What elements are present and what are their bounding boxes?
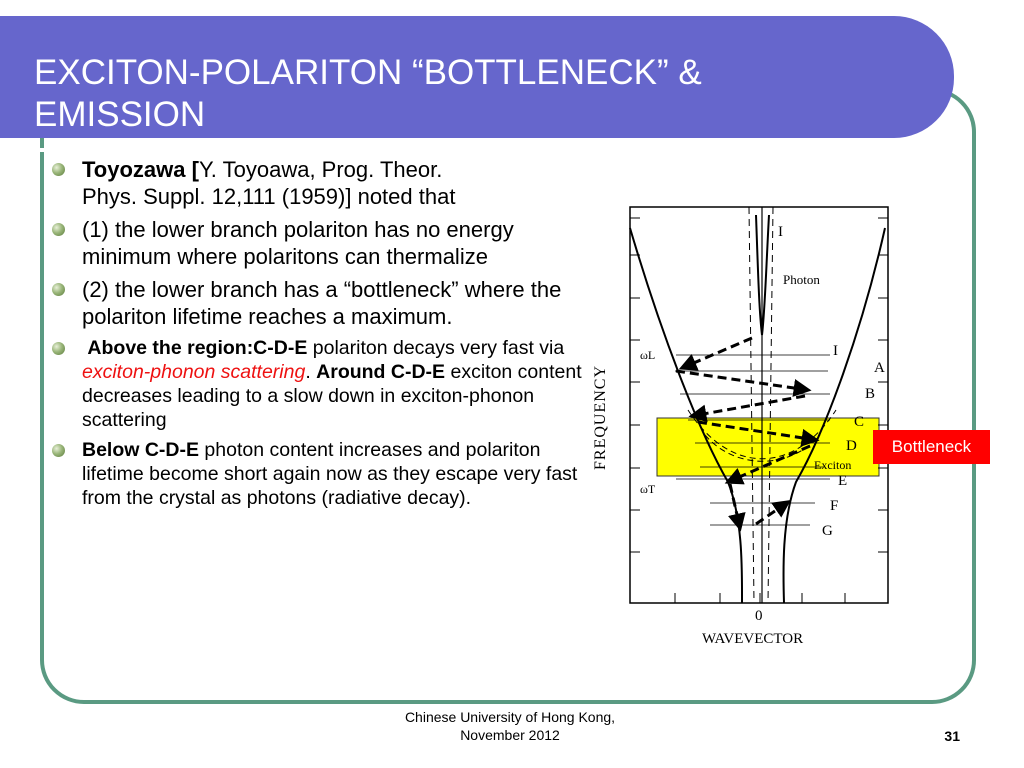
- branch-label-i-upper: I: [778, 224, 783, 240]
- bullet-text: polariton decays very fast via: [307, 337, 565, 359]
- bullet-bold: Toyozawa [: [82, 157, 199, 182]
- bullet-bottleneck: [52, 276, 592, 330]
- bullet-below-region: [52, 438, 592, 510]
- title-band: [0, 16, 954, 138]
- bullet-text: photon content increases and polariton lifetime become short again now as they escape very fast from the crystal as photons (radiative decay).: [82, 439, 578, 509]
- bullet-toyozawa: [52, 156, 592, 210]
- bullet-text: .: [305, 361, 311, 383]
- x-axis-label: WAVEVECTOR: [702, 631, 804, 647]
- point-label-e: E: [838, 473, 848, 489]
- photon-dashed-left: [749, 207, 754, 603]
- slide-title: [34, 52, 934, 136]
- point-label-g: G: [822, 523, 833, 539]
- footer-line-2: November 2012: [460, 727, 560, 743]
- bullet-bold: Below C-D-E: [82, 439, 199, 461]
- point-label-f: F: [830, 498, 839, 514]
- bullet-text: exciton content decreases leading to a slow down in exciton-phonon scattering: [82, 361, 582, 431]
- photon-dashed-right: [768, 207, 773, 603]
- bullet-dot-icon: [52, 283, 65, 296]
- bottleneck-label: Bottleneck: [873, 430, 990, 464]
- zero-label: 0: [755, 608, 763, 624]
- photon-label: Photon: [783, 272, 820, 287]
- lower-branch-left: [630, 228, 742, 603]
- y-axis-label: FREQUENCY: [592, 364, 609, 470]
- bullet-dot-icon: [52, 163, 65, 176]
- bullet-no-minimum: [52, 216, 592, 270]
- bullet-text: (1) the lower branch polariton has no energy minimum where polaritons can thermalize: [82, 217, 514, 269]
- footer: [360, 708, 660, 744]
- bullet-text: Phys. Suppl. 12,111 (1959)] noted that: [82, 184, 456, 209]
- axis-ticks-bottom: [675, 593, 845, 603]
- polariton-dispersion-diagram: [580, 200, 885, 650]
- title-line-1: EXCITON-POLARITON “BOTTLENECK” &: [34, 53, 702, 92]
- bullet-dot-icon: [52, 223, 65, 236]
- page-number: 31: [944, 728, 960, 744]
- bullet-above-region: [52, 336, 592, 432]
- title-line-2: EMISSION: [34, 95, 206, 134]
- point-label-c: C: [854, 414, 865, 430]
- bullet-bold: Above the region:C-D-E: [87, 337, 308, 359]
- point-label-a: A: [874, 360, 885, 376]
- bullet-dot-icon: [52, 444, 65, 457]
- footer-line-1: Chinese University of Hong Kong,: [404, 709, 616, 725]
- point-label-d: D: [846, 438, 857, 454]
- branch-label-i-mid: I: [833, 343, 838, 359]
- bullet-bold: Around C-D-E: [316, 361, 446, 383]
- bullet-list: [52, 156, 592, 516]
- axis-ticks-left: [630, 218, 640, 552]
- bullet-text: Y. Toyoawa, Prog. Theor.: [198, 157, 443, 182]
- omega-t-label: ωT: [640, 482, 656, 496]
- bullet-highlight-text: exciton-phonon scattering: [82, 361, 306, 383]
- bullet-text: (2) the lower branch has a “bottleneck” where the polariton lifetime reaches a maximum.: [82, 277, 562, 329]
- point-label-b: B: [865, 386, 876, 402]
- bullet-dot-icon: [52, 342, 65, 355]
- exciton-label: Exciton: [814, 458, 852, 472]
- omega-l-label: ωL: [640, 348, 656, 362]
- title-underline: [32, 148, 904, 152]
